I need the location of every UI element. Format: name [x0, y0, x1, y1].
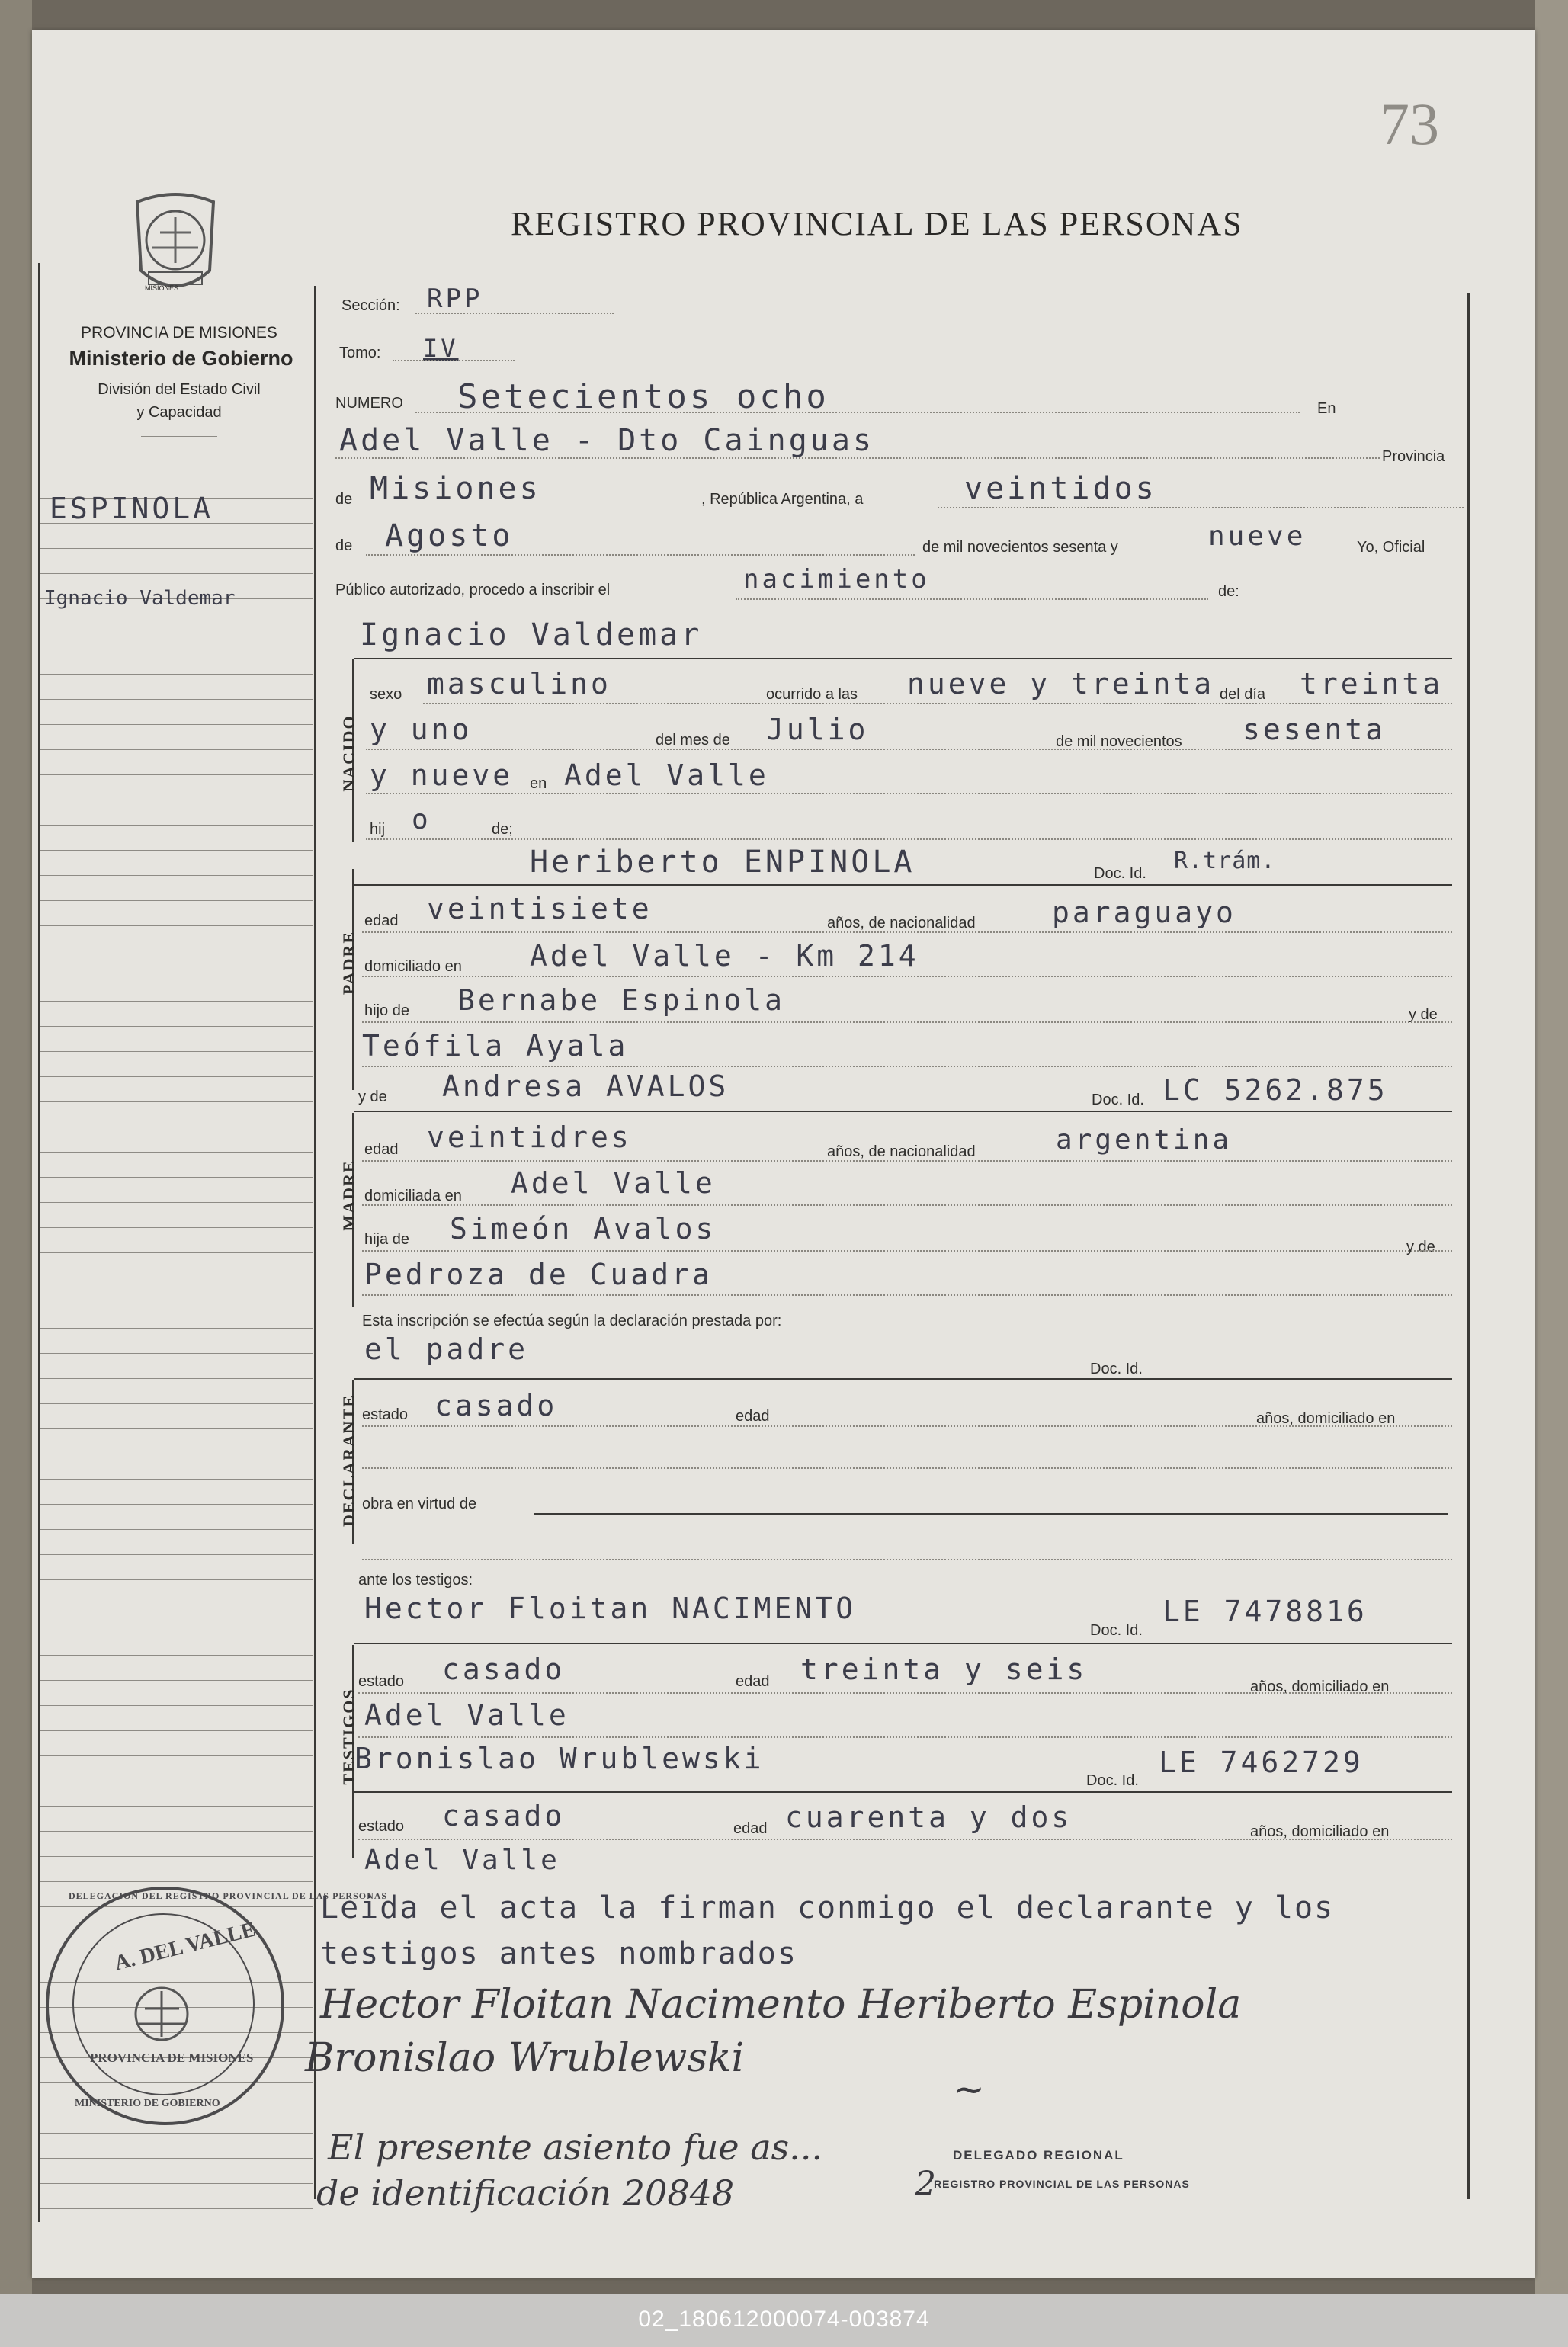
- dots: [362, 1066, 1452, 1067]
- section-rule: [354, 884, 1452, 886]
- seal-crest-icon: [126, 1982, 198, 2047]
- ocurrido-label: ocurrido a las: [766, 686, 858, 703]
- padre-dom-value: Adel Valle - Km 214: [530, 939, 919, 973]
- fecha-mes-value: Agosto: [385, 518, 514, 553]
- testigo2-doc-value: LE 7462729: [1159, 1746, 1364, 1779]
- section-rule: [354, 1111, 1452, 1112]
- padre-nombre-value: Heriberto ENPINOLA: [530, 845, 915, 880]
- dots: [362, 1425, 1452, 1427]
- margin-rule-line: [40, 1001, 313, 1002]
- margin-rule-line: [40, 1831, 313, 1832]
- numero-label: NUMERO: [335, 395, 403, 412]
- margin-rule-line: [40, 2208, 313, 2209]
- republica-label: , República Argentina, a: [701, 491, 864, 508]
- dots: [393, 360, 515, 361]
- margin-rule-line: [40, 1378, 313, 1379]
- section-madre-label: MADRE: [339, 1159, 358, 1231]
- testigo2-anios-label: años, domiciliado en: [1250, 1823, 1390, 1840]
- margin-rule: [314, 286, 316, 2199]
- margin-given-names: Ignacio Valdemar: [44, 587, 236, 610]
- dots: [362, 1559, 1452, 1560]
- section-rule: [354, 1378, 1452, 1380]
- seal-province-text: PROVINCIA DE MISIONES: [90, 2050, 254, 2065]
- madre-y-de-value: Pedroza de Cuadra: [364, 1258, 713, 1291]
- margin-rule-line: [40, 548, 313, 549]
- dots: [362, 1250, 1452, 1252]
- padre-nac-value: paraguayo: [1052, 896, 1236, 929]
- padre-hijo-de-value: Bernabe Espinola: [457, 983, 786, 1017]
- closing-line-2: testigos antes nombrados: [320, 1936, 797, 1971]
- declarante-doc-label: Doc. Id.: [1090, 1361, 1143, 1377]
- margin-rule-line: [40, 1479, 313, 1480]
- madre-edad-value: veintidres: [427, 1121, 632, 1154]
- section-rule: [354, 1643, 1452, 1644]
- madre-dom-value: Adel Valle: [511, 1166, 716, 1200]
- note-number-stamp: 2: [915, 2165, 936, 2204]
- decl-anios-label: años, domiciliado en: [1256, 1410, 1396, 1427]
- mes-value: Julio: [766, 713, 869, 746]
- ante-testigos-label: ante los testigos:: [358, 1572, 473, 1589]
- margin-rule-line: [40, 1755, 313, 1756]
- binding-edge: [0, 0, 32, 2347]
- de-mil-label: de mil novecientos sesenta y: [922, 539, 1118, 556]
- declarante-value: el padre: [364, 1332, 529, 1366]
- margin-rule-line: [40, 1705, 313, 1706]
- hij-value: o: [412, 804, 431, 835]
- signatures-line-2: Bronislao Wrublewski: [305, 2035, 745, 2081]
- note-line-2: de identificación 20848: [316, 2172, 735, 2214]
- margin-rule-line: [40, 724, 313, 725]
- page-number: 73: [1380, 91, 1439, 157]
- margin-rule-line: [40, 1177, 313, 1178]
- dots: [736, 598, 1208, 600]
- madre-hija-de-value: Simeón Avalos: [450, 1212, 717, 1246]
- lugar-value: Adel Valle - Dto Cainguas: [339, 423, 875, 458]
- section-declarante-label: DECLARANTE: [339, 1393, 358, 1527]
- padre-edad-value: veintisiete: [427, 892, 653, 925]
- testigo2-edad-value: cuarenta y dos: [785, 1800, 1073, 1834]
- testigo1-edad-value: treinta y seis: [800, 1653, 1088, 1686]
- hora-value: nueve y treinta: [907, 667, 1215, 701]
- dots: [362, 976, 1452, 977]
- dots: [335, 457, 1380, 459]
- dots: [415, 412, 1300, 413]
- del-dia-label: del día: [1220, 686, 1266, 703]
- madre-doc-value: LC 5262.875: [1162, 1073, 1388, 1107]
- dots: [362, 931, 1452, 933]
- declaracion-label: Esta inscripción se efectúa según la declaración prestada por:: [362, 1313, 782, 1329]
- sexo-value: masculino: [427, 667, 611, 701]
- margin-rule-line: [40, 1680, 313, 1681]
- margin-rule-line: [40, 1428, 313, 1429]
- testigo2-estado-label: estado: [358, 1818, 405, 1835]
- section-rule: [354, 1791, 1452, 1793]
- divider: [141, 436, 217, 437]
- nombre-value: Ignacio Valdemar: [360, 617, 703, 652]
- margin-rule-line: [40, 674, 313, 675]
- margin-rule-line: [40, 1403, 313, 1404]
- hij-label: hij: [370, 821, 386, 838]
- seccion-label: Sección:: [341, 297, 400, 314]
- margin-rule-line: [40, 2158, 313, 2159]
- left-column-border: [38, 263, 40, 2222]
- dots: [366, 554, 915, 556]
- dia2-value: y uno: [370, 713, 473, 746]
- section-nacido-label: NACIDO: [339, 714, 358, 792]
- testigo1-doc-label: Doc. Id.: [1090, 1622, 1143, 1639]
- de-mil-novecientos-label: de mil novecientos: [1056, 733, 1182, 750]
- testigo1-dom-value: Adel Valle: [364, 1698, 569, 1732]
- dots: [358, 1692, 1452, 1694]
- margin-rule-line: [40, 2133, 313, 2134]
- dots: [358, 1839, 1452, 1840]
- ministry-label: Ministerio de Gobierno: [69, 347, 293, 370]
- margin-rule-line: [40, 749, 313, 750]
- tomo-value: IV: [423, 334, 459, 363]
- testigo1-anios-label: años, domiciliado en: [1250, 1678, 1390, 1695]
- testigo2-doc-label: Doc. Id.: [1086, 1772, 1139, 1789]
- de-colon-label: de:: [1218, 583, 1239, 600]
- division-label: División del Estado Civil: [98, 381, 261, 398]
- dots: [366, 793, 1452, 794]
- padre-y-de-label: y de: [1409, 1006, 1438, 1023]
- provincia-label: Provincia: [1382, 448, 1445, 465]
- padre-doc-label: Doc. Id.: [1094, 865, 1146, 882]
- margin-rule-line: [40, 1076, 313, 1077]
- madre-nombre-value: Andresa AVALOS: [442, 1069, 729, 1103]
- madre-edad-label: edad: [364, 1141, 399, 1158]
- delegate-stamp-title: DELEGADO REGIONAL: [953, 2148, 1124, 2163]
- official-signature: ~: [953, 2067, 985, 2111]
- dots: [362, 1467, 1452, 1469]
- margin-rule-line: [40, 825, 313, 826]
- section-rule: [534, 1513, 1448, 1515]
- sexo-label: sexo: [370, 686, 402, 703]
- margin-rule-line: [40, 1051, 313, 1052]
- padre-y-de-value: Teófila Ayala: [362, 1029, 629, 1063]
- margin-rule-line: [40, 1881, 313, 1882]
- testigo1-estado-value: casado: [442, 1653, 566, 1686]
- margin-rule-line: [40, 850, 313, 851]
- province-label: PROVINCIA DE MISIONES: [81, 324, 277, 341]
- margin-rule-line: [40, 573, 313, 574]
- margin-rule-line: [40, 1353, 313, 1354]
- padre-nac-label: años, de nacionalidad: [827, 915, 976, 931]
- margin-rule-line: [40, 1856, 313, 1857]
- dots: [362, 1294, 1452, 1296]
- seal-center-text: A. DEL VALLE: [111, 1917, 258, 1976]
- dots: [415, 313, 614, 314]
- registry-title: REGISTRO PROVINCIAL DE LAS PERSONAS: [511, 205, 1243, 242]
- signatures-line-1: Hector Floitan Nacimento Heriberto Espinola: [320, 1982, 1242, 2028]
- margin-rule-line: [40, 1026, 313, 1027]
- margin-rule-line: [40, 1554, 313, 1555]
- margin-rule-line: [40, 1504, 313, 1505]
- dots: [362, 1204, 1452, 1206]
- dots: [366, 749, 1452, 750]
- dots: [938, 507, 1464, 508]
- padre-hijo-de-label: hijo de: [364, 1002, 409, 1019]
- en-lower-label: en: [530, 775, 547, 792]
- margin-rule-line: [40, 2183, 313, 2184]
- margin-rule-line: [40, 1579, 313, 1580]
- section-rule: [354, 658, 1452, 659]
- fecha-dia-value: veintidos: [964, 471, 1157, 506]
- madre-y-de-left-label: y de: [358, 1089, 387, 1105]
- testigo2-estado-value: casado: [442, 1799, 566, 1832]
- margin-rule-line: [40, 1152, 313, 1153]
- madre-dom-label: domiciliada en: [364, 1188, 462, 1204]
- margin-rule-line: [40, 1806, 313, 1807]
- obra-virtud-label: obra en virtud de: [362, 1496, 477, 1512]
- seccion-value: RPP: [427, 284, 483, 314]
- madre-y-de-label: y de: [1406, 1239, 1435, 1255]
- padre-dom-label: domiciliado en: [364, 958, 462, 975]
- margin-rule-line: [40, 1252, 313, 1253]
- testigo1-doc-value: LE 7478816: [1162, 1595, 1368, 1628]
- margin-rule-line: [40, 1655, 313, 1656]
- margin-rule-line: [40, 1202, 313, 1203]
- madre-hija-de-label: hija de: [364, 1231, 409, 1248]
- madre-nac-value: argentina: [1056, 1124, 1233, 1156]
- en-label: En: [1317, 400, 1336, 417]
- section-padre-label: PADRE: [339, 930, 358, 996]
- delegate-stamp-registry: REGISTRO PROVINCIAL DE LAS PERSONAS: [934, 2178, 1190, 2190]
- decl-estado-value: casado: [434, 1389, 558, 1422]
- anio-value: nueve: [1208, 521, 1307, 552]
- section-testigos-label: TESTIGOS: [339, 1688, 358, 1785]
- dots: [362, 1021, 1452, 1023]
- anio-nac-value: sesenta: [1243, 713, 1387, 746]
- margin-rule-line: [40, 1730, 313, 1731]
- testigo2-dom-value: Adel Valle: [364, 1845, 560, 1876]
- anio-nac2-value: y nueve: [370, 758, 514, 792]
- yo-oficial-label: Yo, Oficial: [1357, 539, 1425, 556]
- seal-ministry-text: MINISTERIO DE GOBIERNO: [75, 2098, 220, 2109]
- margin-rule-line: [40, 774, 313, 775]
- division-label-2: y Capacidad: [136, 404, 222, 421]
- testigo2-edad-label: edad: [733, 1820, 768, 1837]
- cover-edge: [1535, 0, 1568, 2347]
- note-line-1: El presente asiento fue as...: [328, 2127, 823, 2168]
- decl-estado-label: estado: [362, 1406, 409, 1423]
- dots: [423, 703, 1452, 704]
- margin-rule-line: [40, 1227, 313, 1228]
- dia-value: treinta: [1300, 667, 1444, 701]
- margin-rule-line: [40, 1101, 313, 1102]
- dots: [366, 838, 1452, 840]
- publico-label: Público autorizado, procedo a inscribir el: [335, 582, 611, 598]
- madre-doc-label: Doc. Id.: [1092, 1092, 1144, 1108]
- margin-surname: ESPINOLA: [50, 492, 214, 525]
- dots: [362, 1160, 1452, 1162]
- testigo2-value: Bronislao Wrublewski: [354, 1742, 765, 1775]
- madre-nac-label: años, de nacionalidad: [827, 1143, 976, 1160]
- right-border: [1467, 293, 1470, 2199]
- numero-value: Setecientos ocho: [457, 377, 829, 416]
- de-label: de: [335, 491, 353, 508]
- del-mes-label: del mes de: [656, 732, 730, 749]
- crest-label: MISIONES: [145, 284, 179, 292]
- acto-value: nacimiento: [743, 564, 930, 595]
- testigo1-edad-label: edad: [736, 1673, 770, 1690]
- margin-rule-line: [40, 925, 313, 926]
- margin-rule-line: [40, 1529, 313, 1530]
- testigo1-estado-label: estado: [358, 1673, 405, 1690]
- decl-edad-label: edad: [736, 1408, 770, 1425]
- margin-rule-line: [40, 875, 313, 876]
- seal-ring-text: DELEGACION DEL REGISTRO PROVINCIAL DE LAS PERSONAS: [69, 1890, 388, 1901]
- provincia-value: Misiones: [370, 471, 541, 506]
- testigo1-value: Hector Floitan NACIMENTO: [364, 1592, 857, 1625]
- de-semicolon-label: de;: [492, 821, 513, 838]
- tomo-label: Tomo:: [339, 345, 381, 361]
- de-label-2: de: [335, 537, 353, 554]
- padre-doc-value: R.trám.: [1174, 848, 1276, 874]
- footer-filename: 02_180612000074-003874: [638, 2307, 930, 2332]
- closing-line-1: Leida el acta la firman conmigo el declarante y los: [320, 1890, 1335, 1925]
- margin-rule-line: [40, 1328, 313, 1329]
- dots: [358, 1736, 1452, 1738]
- margin-rule-line: [40, 699, 313, 700]
- lugar-nac-value: Adel Valle: [564, 758, 769, 792]
- padre-edad-label: edad: [364, 912, 399, 929]
- margin-rule-line: [40, 900, 313, 901]
